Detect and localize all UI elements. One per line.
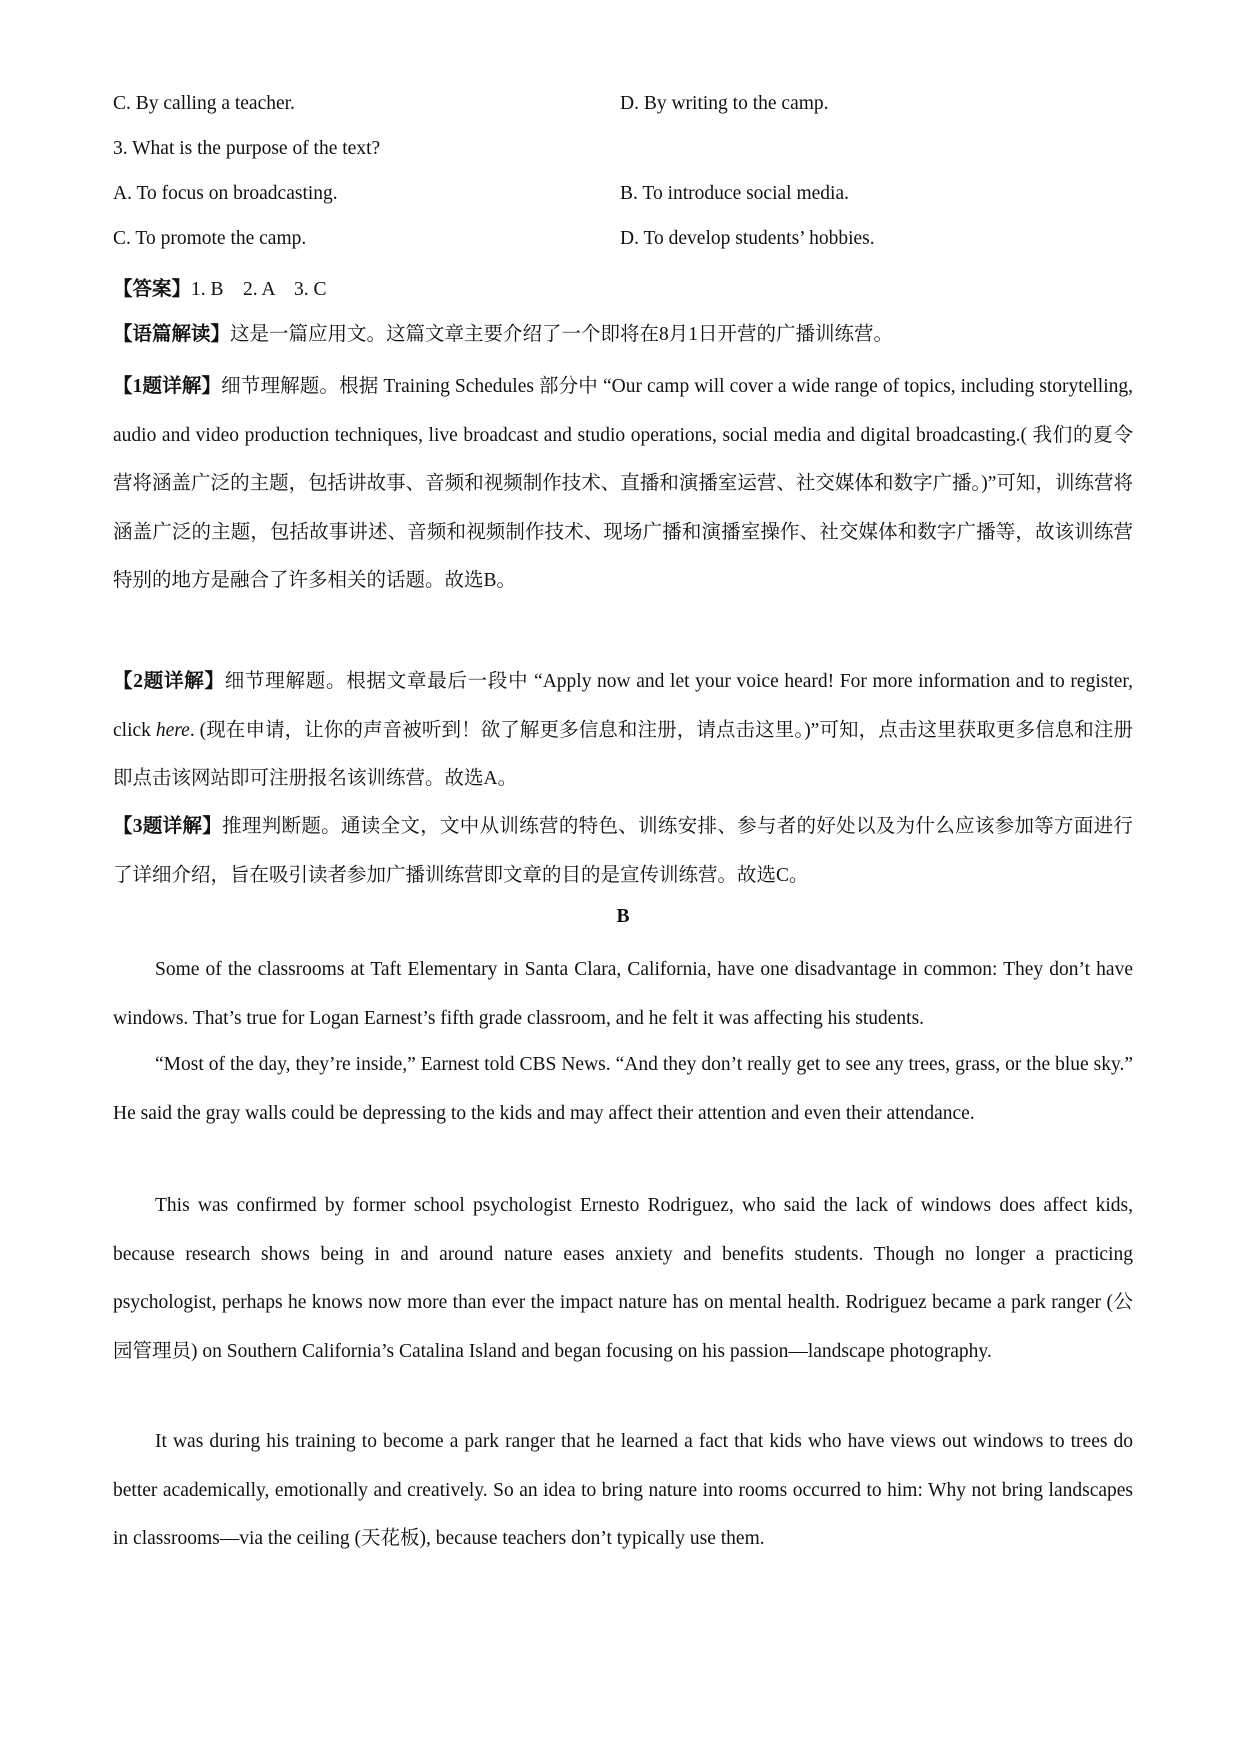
q3-option-b: B. To introduce social media. — [620, 183, 849, 204]
detail-2-label: 【2题详解】 — [113, 671, 225, 692]
detail-1 — [113, 363, 1133, 606]
section-b-paragraph-3: This was confirmed by former school psychologist Ernesto Rodriguez, who said the lack of windows does affect kids, because research shows being in and around nature eases anxiety and benefits students. Though no longer a practicing psychologist, perhaps he knows now more than ever the impact nature has on mental health. Rodriguez became a park ranger (公园管理员) on Southern California’s Catalina Island and began focusing on his passion—landscape photography. — [113, 1195, 1133, 1362]
q3-options-row-2 — [113, 228, 1133, 250]
detail-3-label: 【3题详解】 — [113, 816, 223, 837]
passage-analysis-text: 这是一篇应用文。这篇文章主要介绍了一个即将在8月1日开营的广播训练营。 — [230, 324, 894, 345]
answers-text: 1. B 2. A 3. C — [191, 279, 327, 300]
answers-label: 【答案】 — [113, 279, 192, 300]
passage-analysis-label: 【语篇解读】 — [113, 324, 231, 345]
passage-analysis — [113, 318, 1133, 346]
detail-1-label: 【1题详解】 — [113, 376, 222, 397]
answers-line — [113, 273, 1133, 301]
detail-2-text-before: 细节理解题。根据文章最后一段中 “Apply now and let your voice heard! For more information and to register, click — [113, 671, 1133, 741]
q2-option-d: D. By writing to the camp. — [620, 93, 829, 114]
detail-2-text-after: . (现在申请，让你的声音被听到！欲了解更多信息和注册，请点击这里。)”可知，点击这里获取更多信息和注册即点击该网站即可注册报名该训练营。故选A。 — [113, 719, 1133, 789]
q3-option-d: D. To develop students’ hobbies. — [620, 228, 875, 249]
detail-2-text-italic: here — [155, 719, 190, 741]
q3-option-a: A. To focus on broadcasting. — [113, 183, 338, 204]
section-b-paragraph-4: It was during his training to become a park ranger that he learned a fact that kids who have views out windows to trees do better academically, emotionally and creatively. So an idea to bring nature into rooms occurred to him: Why not bring landscapes in classrooms—via the ceiling (天花板), because teachers don’t typically use them. — [113, 1431, 1133, 1549]
detail-1-text: 细节理解题。根据 Training Schedules 部分中 “Our camp will cover a wide range of topics, including storytelling, audio and video production techniques, live broadcast and studio operations, social media and digital broadcasting.( 我们的夏令营将涵盖广泛的主题，包括讲故事、音频和视频制作技术、直播和演播室运营、社交媒体和数字广播。)”可知，训练营将涵盖广泛的主题，包括故事讲述、音频和视频制作技术、现场广播和演播室操作、社交媒体和数字广播等，故该训练营特别的地方是融合了许多相关的话题。故选B。 — [113, 376, 1133, 591]
section-b-heading: B — [616, 906, 630, 927]
q3-question: 3. What is the purpose of the text? — [113, 138, 381, 159]
q2-options-row — [113, 93, 1133, 115]
section-b-paragraph-2: “Most of the day, they’re inside,” Earnest told CBS News. “And they don’t really get to see any trees, grass, or the blue sky.” He said the gray walls could be depressing to the kids and may affect their attention and even their attendance. — [113, 1054, 1133, 1124]
section-b-paragraph-1: Some of the classrooms at Taft Elementary in Santa Clara, California, have one disadvantage in common: They don’t have windows. That’s true for Logan Earnest’s fifth grade classroom, and he felt it was affecting his students. — [113, 959, 1133, 1029]
q3-options-row-1 — [113, 183, 1133, 205]
detail-2 — [113, 658, 1133, 804]
q2-option-c: C. By calling a teacher. — [113, 93, 295, 114]
detail-3-text: 推理判断题。通读全文，文中从训练营的特色、训练安排、参与者的好处以及为什么应该参加等方面进行了详细介绍，旨在吸引读者参加广播训练营即文章的目的是宣传训练营。故选C。 — [113, 816, 1133, 886]
detail-3 — [113, 803, 1133, 900]
q3-option-c: C. To promote the camp. — [113, 228, 307, 249]
